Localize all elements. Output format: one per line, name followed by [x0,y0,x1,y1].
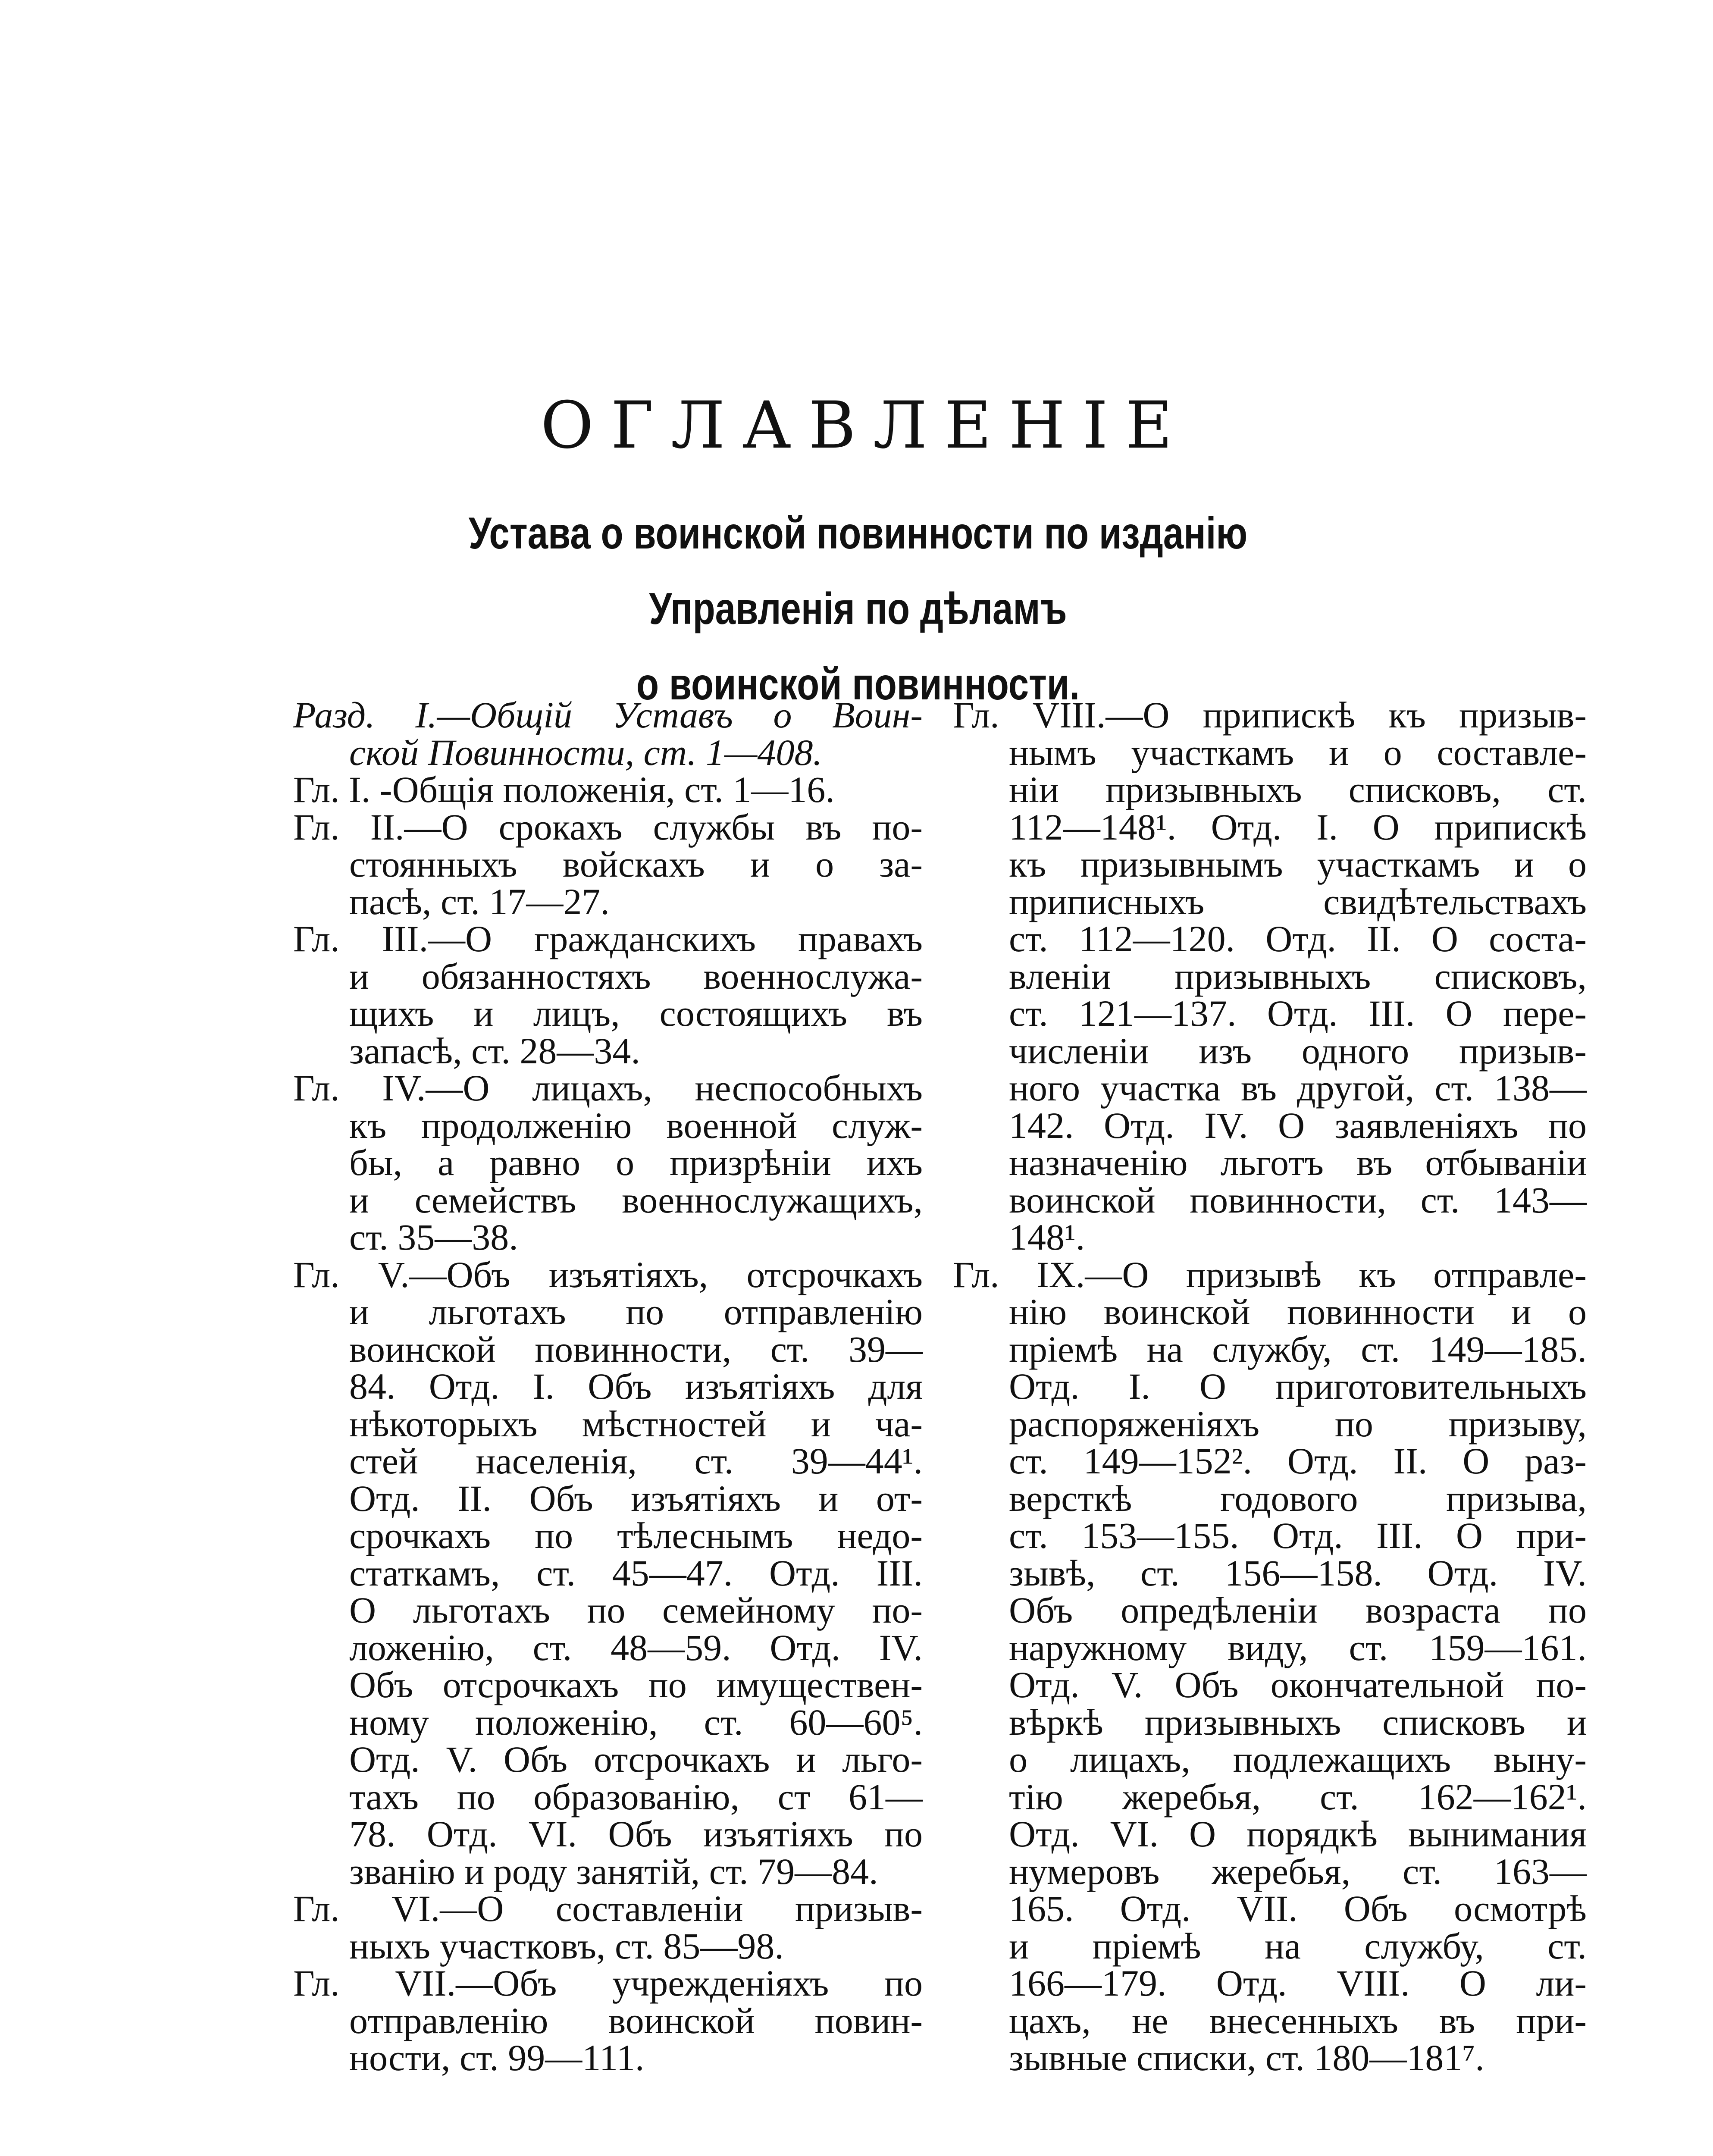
toc-entry-line: званію и роду занятій, ст. 79—84. [349,1850,878,1892]
toc-entry-line: приписныхъ свидѣтельствахъ [1009,881,1587,922]
toc-entry-line: щихъ и лицъ, состоящихъ въ [349,993,923,1034]
toc-entry [293,696,923,771]
toc-entry-line: 148¹. [1009,1216,1085,1258]
toc-entry-line: Объ опредѣленіи возраста по [1009,1589,1587,1631]
toc-entry-line: назначенію льготъ въ отбываніи [1009,1142,1587,1183]
toc-entry-line: нѣкоторыхъ мѣстностей и ча- [349,1403,923,1445]
toc-entry-line: наружному виду, ст. 159—161. [1009,1626,1587,1668]
toc-entry-line: ст. 149—152². Отд. II. О раз- [1009,1440,1587,1482]
toc-entry-line: версткѣ годового призыва, [1009,1477,1587,1519]
toc-entry-line: Отд. I. О приготовительныхъ [1009,1366,1587,1407]
toc-entry-line: о лицахъ, подлежащихъ выну- [1009,1739,1587,1780]
toc-entry-line: ности, ст. 99—111. [349,2037,645,2078]
toc-entry-line: Гл. V.—Объ изъятіяхъ, отсрочкахъ [293,1253,923,1295]
toc-entry [953,696,1587,1256]
subtitle [366,496,1350,722]
toc-entry-line: ст. 35—38. [349,1216,518,1258]
toc-entry-line: Отд. V. Объ отсрочкахъ и льго- [349,1739,923,1780]
toc-entry-line: статкамъ, ст. 45—47. Отд. III. [349,1552,923,1594]
toc-entry-line: ному положенію, ст. 60—60⁵. [349,1701,923,1743]
toc-entry [293,808,923,921]
toc-entry-line: ст. 121—137. Отд. III. О пере- [1009,993,1587,1034]
toc-entry-line: воинской повинности, ст. 143— [1009,1179,1587,1221]
toc-entry-line: зывѣ, ст. 156—158. Отд. IV. [1009,1552,1587,1594]
toc-entry-line: Отд. VI. О порядкѣ вынимания [1009,1813,1587,1855]
toc-entry-line: и льготахъ по отправленію [349,1291,923,1332]
toc-left-column [293,696,923,2077]
subtitle-line-1: Устава о воинской повинности по изданію Управленія по дѣламъ [468,508,1248,634]
toc-entry-line: запасѣ, ст. 28—34. [349,1030,640,1072]
toc-entry-line: воинской повинности, ст. 39— [349,1328,923,1370]
toc-entry [953,1253,1587,2078]
toc-entry-line: Отд. V. Объ окончательной по- [1009,1664,1587,1705]
toc-entry-line: Объ отсрочкахъ по имуществен- [349,1664,923,1705]
page-title: ОГЛАВЛЕНІЕ [540,388,1190,463]
toc-entry-line: вленіи призывныхъ списковъ, [1009,955,1587,997]
toc-entry-line: ст. 153—155. Отд. III. О при- [1009,1515,1587,1556]
toc-entry-line: Гл. VI.—О составленіи призыв- [293,1888,923,1929]
toc-entry-line: нумеровъ жеребья, ст. 163— [1009,1850,1587,1892]
toc-entry-line: цахъ, не внесенныхъ въ при- [1009,1999,1587,2041]
toc-entry-line: ложенію, ст. 48—59. Отд. IV. [349,1626,923,1668]
toc-entry-line: 84. Отд. I. Объ изъятіяхъ для [349,1366,923,1407]
toc-entry-line: ст. 112—120. Отд. II. О соста- [1009,918,1587,959]
toc-entry-line: О льготахъ по семейному по- [349,1589,923,1631]
toc-entry [293,771,923,808]
toc-entry-line: отправленію воинской повин- [349,1999,923,2041]
toc-right-column [953,696,1587,2077]
toc-entry-line: Гл. VIII.—О припискѣ къ призыв- [953,694,1587,736]
toc-entry-line: Гл. III.—О гражданскихъ правахъ [293,918,923,959]
toc-entry-line: бы, а равно о призрѣніи ихъ [349,1142,923,1183]
toc-entry-line: 112—148¹. Отд. I. О припискѣ [1009,806,1587,848]
toc-entry-line: пріемѣ на службу, ст. 149—185. [1009,1328,1587,1370]
toc-entry [293,1069,923,1256]
toc-entry-line: численіи изъ одного призыв- [1009,1030,1587,1072]
toc-entry-line: Гл. II.—О срокахъ службы въ по- [293,806,923,848]
toc-entry-line: вѣркѣ призывныхъ списковъ и [1009,1701,1587,1743]
toc-entry-line: Отд. II. Объ изъятіяхъ и от- [349,1477,923,1519]
toc-entry [293,1890,923,1965]
toc-entry-line: Гл. IV.—О лицахъ, неспособныхъ [293,1067,923,1109]
toc-entry-line: тахъ по образованію, ст 61— [349,1776,923,1818]
toc-entry-line: 166—179. Отд. VIII. О ли- [1009,1962,1587,2004]
toc-entry-line: къ призывнымъ участкамъ и о [1009,843,1587,885]
toc-entry [293,1253,923,1892]
toc-entry-line: Гл. IX.—О призывѣ къ отправле- [953,1253,1587,1295]
subtitle-line-2: о воинской повинности. [636,659,1080,709]
toc-entry-line: пасѣ, ст. 17—27. [349,881,610,922]
toc-entry-line: срочкахъ по тѣлеснымъ недо- [349,1515,923,1556]
toc-entry-line: ской Повинности, ст. 1—408. [349,731,822,773]
toc-entry-line: 78. Отд. VI. Объ изъятіяхъ по [349,1813,923,1855]
toc-entry-line: Гл. VII.—Объ учрежденіяхъ по [293,1962,923,2004]
toc-entry-line: къ продолженію военной служ- [349,1104,923,1146]
toc-entry-line: тію жеребья, ст. 162—162¹. [1009,1776,1587,1818]
toc-entry-line: ніи призывныхъ списковъ, ст. [1009,769,1587,810]
toc-entry-line: нію воинской повинности и о [1009,1291,1587,1332]
toc-entry [293,1962,923,2078]
toc-entry-line: 165. Отд. VII. Объ осмотрѣ [1009,1888,1587,1929]
toc-entry-line: 142. Отд. IV. О заявленіяхъ по [1009,1104,1587,1146]
toc-entry-line: и семействъ военнослужащихъ, [349,1179,923,1221]
toc-entry [293,918,923,1072]
toc-entry-line: Гл. I. -Общія положенія, ст. 1—16. [293,769,835,810]
toc-entry-line: стей населенія, ст. 39—44¹. [349,1440,923,1482]
toc-entry-line: и пріемѣ на службу, ст. [1009,1925,1587,1967]
toc-entry-line: ныхъ участковъ, ст. 85—98. [349,1925,784,1967]
toc-entry-line: стоянныхъ войскахъ и о за- [349,843,923,885]
toc-entry-line: и обязанностяхъ военнослужа- [349,955,923,997]
toc-entry-line: зывные списки, ст. 180—181⁷. [1009,2037,1484,2078]
toc-entry-line: нымъ участкамъ и о составле- [1009,731,1587,773]
toc-entry-line: Разд. I.—Общій Уставъ о Воин- [293,694,923,736]
toc-entry-line: ного участка въ другой, ст. 138— [1009,1067,1587,1109]
toc-entry-line: распоряженіяхъ по призыву, [1009,1403,1587,1445]
